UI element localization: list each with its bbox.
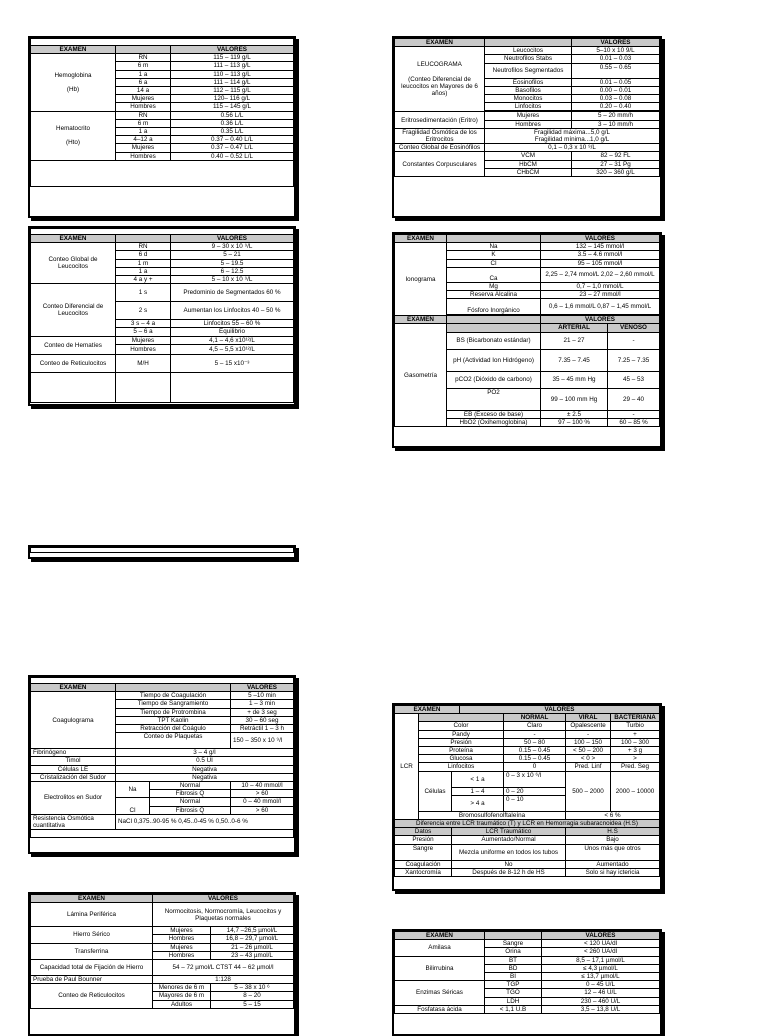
fragilidad-label: Fragilidad Osmótica de los Eritrocitos [395,128,485,143]
conteo-diferencial-label: Conteo Diferencial de Leucocitos [31,284,116,336]
reticulocitos-label: Conteo de Reticulocitos [31,354,116,372]
coagulograma-table: EXAMEN VALORES Coagulograma Tiempo de Coagulación 5 –10 min Tiempo de Sangramiento 1 – 3 min Tiempo de Protrombina + de 3 seg TPT Kaolin 30 – 60 seg Retracción del Coágulo Retráctil 1 – 3 h Conteo de Plaquetas 150 – 350 x 10 ⁹/l Fibrinógeno 3 – 4 g/l Timol 0.5 UI Células LE Negativa Cristalización del Sudor Negativa Electrolitos en Sudor Na Normal 10 – 40 mmol/l Fibrosis Q > 60 Cl Normal 0 – 40 mmol/l Fibrosis Q > 60 Resistencia Osmótica cuantitativa NaCl 0,375..90-95 % 0,45..0-45 % 0,50..0-6 % [30,677,294,838]
leucograma-table-block [392,36,662,218]
leucocitos-table-block [28,226,296,406]
valores-header: VALORES [171,46,294,54]
hierro-label: Hierro Sérico [31,927,153,943]
ionograma-table: EXAMEN VALORES Ionograma Na 132 – 145 mmol/l K 3.5 – 4.6 mmol/l Cl 95 – 105 mmol/l Ca 2,25 – 2,74 mmol/L 2,02 – 2,60 mmol/L Mg 0,7 – 1,0 mmol/L Reserva Alcalina 23 – 27 mmol/l Fósforo Inorgánico 0,6 – 1,6 mmol/L 0,87 – 1,45 mmol/L EXAMEN VALORES Gasometría ARTERIAL VENOSO BS (Bicarbonato estándar) 21 – 27 - pH (Actividad Ion Hidrógeno) 7.35 – 7.45 7.25 – 7.35 pCO2 (Dióxido de carbono) 35 – 45 mm Hg 45 – 53 PO2 99 – 100 mm Hg 29 – 40 EB (Exceso de base) ± 2.5 - HbO2 (Oxihemoglobina) 97 – 100 % 60 – 85 % [394,234,660,427]
lamina-table-block [28,892,296,1036]
leucograma-table: EXAMEN VALORES LEUCOGRAMA (Conteo Diferencial de leucocitos en Mayores de 6 años) Leucocitos 5–10 x 10 9/L Neutrofilos Stabs 0.01 – 0.03 Neutrofilos Segmentados 0.55 – 0.65 Eosinofilos 0.01 – 0.05 Basofilos 0.00 – 0.01 Monocitos 0.03 – 0.08 Linfocitos 0.20 – 0.40 Eritrosedimentación (Eritro) Mujeres 5 – 20 mm/h Hombres 3 – 10 mm/h Fragilidad Osmótica de los Eritrocitos Fragilidad máxima...5,0 g/L Fragilidad mínima...1,0 g/L Conteo Global de Eosinófilos 0,1 – 0,3 x 10 ⁹/L Constantes Corpusculares VCM 82 – 92 FL HbCM 27 – 31 Pg CHbCM 320 – 360 g/L [394,38,660,177]
lamina-label: Lámina Periférica [31,903,153,927]
ionograma-label: Ionograma [395,243,447,316]
enzimas-table: EXAMEN VALORES Amilasa Sangre < 120 UA/dl Orina < 260 UA/dl Bilirrubina BT 8,5 – 17,1 µmol/L BD ≤ 4,3 µmol/L BI ≤ 13,7 µmol/L Enzimas Séricas TGP 0 – 45 U/L TGO 12 – 46 U/L LDH 230 – 460 U/L Fosfatasa ácida < 1,1 U.B 3,5 – 13,8 U/L [394,931,660,1014]
hemoglobina-table: EXAMEN VALORES Hemoglobina (Hb) RN 115 – 119 g/L 6 m 111 – 113 g/L 1 a 110 – 113 g/L 6 a 111 – 114 g/L 14 a 112 – 115 g/L Mujeres 120– 116 g/L Hombres 115 – 145 g/L Hematocrito (Hto) RN 0.56 L/L 6 m 0.36 L/L 1 a 0.35 L/L 4–12 a 0.37 – 0.40 L/L Mujeres 0.37 – 0.47 L/L Hombres 0.40 – 0.52 L/L [30,38,294,187]
electrolitos-label: Electrolitos en Sudor [31,782,116,815]
lcr-table-block [392,703,662,891]
diferencia-lcr-title: Diferencia entre LCR traumático (T) y LCR en Hemorragia subaracnoidea (H.S) [395,820,660,828]
reticulocitos-label: Conteo de Reticulocitos [31,984,153,1009]
eosinofilos-label: Conteo Global de Eosinófilos [395,144,485,152]
lcr-label: LCR [395,714,419,820]
hematocrito-label: Hematocrito (Hto) [31,111,116,160]
fosfatasa-label: Fosfatasa ácida [395,1005,485,1013]
leucocitos-table: EXAMEN VALORES Conteo Global de Leucocitos RN 9 – 30 x 10 ⁹/L 6 d 5 – 21 1 m 5 – 19.5 1 a 6 – 12.5 4 a y + 5 – 10 x 10 ⁹/L Conteo Diferencial de Leucocitos 1 s Predominio de Segmentados 60 % 2 s Aumentan los Linfocitos 40 – 50 % 3 s – 4 a Linfocitos 55 – 60 % 5 – 6 a Equilibrio Conteo de Hematíes Mujeres 4,1 – 4,6 x10¹²/L Hombres 4,5 – 5,5 x10¹²/L Conteo de Reticulocitos M/H 5 – 15 x10⁻³ [30,228,294,403]
eritrosedimentacion-label: Eritrosedimentación (Eritro) [395,112,485,128]
celulas-label: Células [419,771,452,811]
conteo-global-label: Conteo Global de Leucocitos [31,243,116,284]
empty-table-block [28,545,296,559]
leucograma-label: LEUCOGRAMA (Conteo Diferencial de leucocitos en Mayores de 6 años) [395,47,485,112]
ionograma-table-block [392,232,662,448]
gasometria-label: Gasometría [395,324,447,427]
bilirrubina-label: Bilirrubina [395,956,485,981]
enzimas-sericas-label: Enzimas Séricas [395,981,485,1006]
paul-bounner-label: Prueba de Paul Bounner [31,976,153,984]
lamina-table: EXAMEN VALORES Lámina Periférica Normocitosis, Normocromía, Leucocitos y Plaquetas normales Hierro Sérico Mujeres 14,7 –26,5 µmol/L Hombres 16,8 – 29,7 µmol/L Transferrina Mujeres 21 – 26 µmol/L Hombres 23 – 43 µmol/L Capacidad total de Fijación de Hierro 54 – 72 µmol/L CTST 44 – 62 µmol/l Prueba de Paul Bounner 1:128 Conteo de Reticulocitos Menores de 6 m 5 – 38 x 10 ⁶ Mayores de 6 m 8 – 20 Adultos 5 – 15 [30,894,294,1009]
resistencia-label: Resistencia Osmótica cuantitativa [31,814,116,829]
hematies-label: Conteo de Hematíes [31,336,116,354]
capacidad-label: Capacidad total de Fijación de Hierro [31,960,153,976]
amilasa-label: Amilasa [395,940,485,956]
constantes-label: Constantes Corpusculares [395,152,485,177]
transferrina-label: Transferrina [31,943,153,959]
hemoglobina-label: Hemoglobina (Hb) [31,54,116,111]
coagulograma-table-block [28,675,296,854]
examen-header: EXAMEN [31,46,116,54]
coagulograma-label: Coagulograma [31,692,116,749]
hemoglobina-table-block [28,36,296,218]
lcr-table: EXAMEN VALORES LCR NORMAL VIRAL BACTERIANA Color Claro Opalescente Turbio Pandy - - + Presión 50 – 80 100 – 150 100 – 300 Proteína 0.15 – 0.45 < 50 – 200 + 3 g Glucosa 0.15 – 0.45 < 0 > > Linfocitos 0 Pred. Linf Pred. Seg Células < 1 a 0 – 3 x 10 ⁶/l 500 – 2000 2000 – 10000 1 – 4 0 – 20 > 4 a 0 – 10 Bromosulfofenolftaleína < 6 % Diferencia entre LCR traumático (T) y LCR en Hemorragia subaracnoidea (H.S) Datos LCR Traumático H.S Presión Aumentado/Normal Bajo Sangre Mezcla uniforme en todos los tubos Unos más que otros Coagulación No Aumentado Xantocromía Después de 8-12 h de HS Solo si hay ictericia [394,705,660,877]
enzimas-table-block [392,929,662,1036]
